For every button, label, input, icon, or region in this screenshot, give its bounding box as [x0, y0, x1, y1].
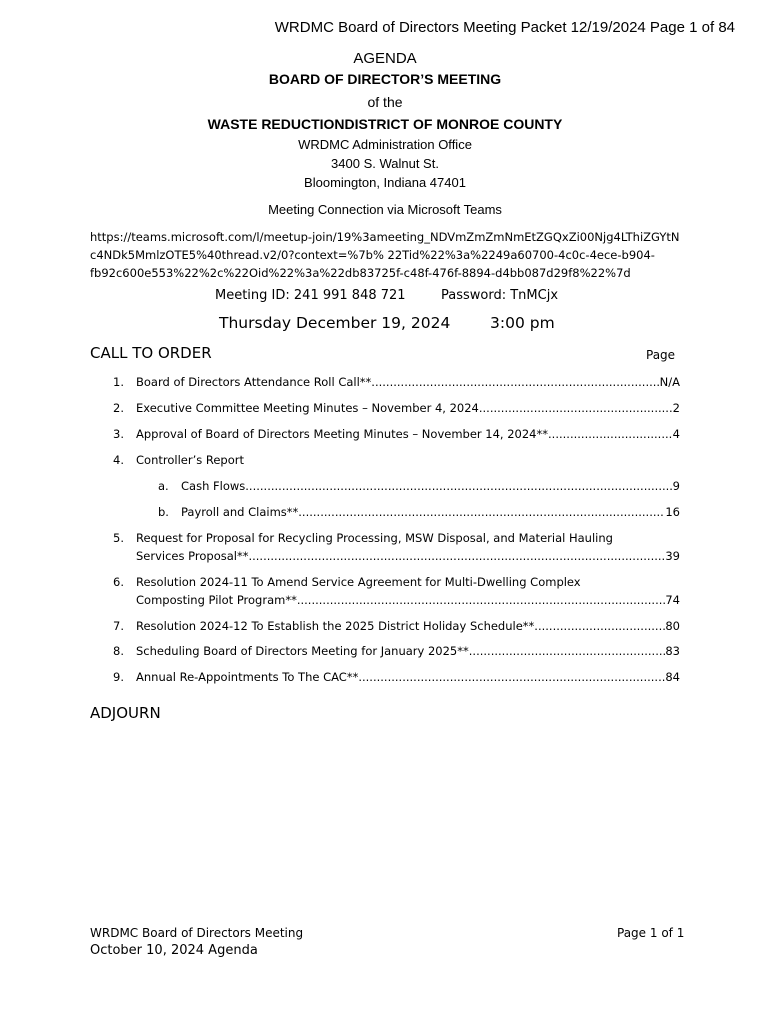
- item-number: 6.: [113, 575, 124, 589]
- item-text: Payroll and Claims**: [181, 505, 299, 519]
- item-number: 1.: [113, 375, 124, 389]
- teams-link-line-2[interactable]: c4NDk5MmlzOTE5%40thread.v2/0?context=%7b% 22Tid%22%3a%2249a60700-4c0c-4ece-b904-: [90, 248, 655, 262]
- page-column-label: Page: [646, 348, 676, 362]
- item-number: 5.: [113, 531, 124, 545]
- item-text: Resolution 2024-12 To Establish the 2025 District Holiday Schedule**: [136, 619, 535, 633]
- meeting-connection-label: Meeting Connection via Microsoft Teams: [268, 202, 502, 217]
- meeting-password: Password: TnMCjx: [441, 288, 559, 303]
- teams-link-line-3[interactable]: fb92c600e553%22%2c%22Oid%22%3a%22db83725f-c48f-476f-8894-d4bb087d29f8%22%7d: [90, 266, 631, 280]
- item-page: 39: [665, 549, 680, 563]
- item-number: a.: [158, 479, 169, 493]
- leader-dots: [479, 399, 673, 417]
- item-number: 3.: [113, 427, 124, 441]
- item-text: Resolution 2024-11 To Amend Service Agreement for Multi-Dwelling Complex: [136, 575, 581, 589]
- agenda-item-1: [113, 373, 680, 391]
- agenda-item-4: [113, 451, 680, 469]
- item-text: Approval of Board of Directors Meeting Minutes – November 14, 2024**: [136, 427, 549, 441]
- item-page: 16: [665, 505, 680, 519]
- item-number: b.: [158, 505, 169, 519]
- item-text: Annual Re-Appointments To The CAC**: [136, 670, 359, 684]
- item-number: 4.: [113, 453, 124, 467]
- leader-dots: [358, 668, 665, 686]
- leader-dots: [297, 591, 666, 609]
- item-page: 74: [665, 593, 680, 607]
- teams-link-line-1[interactable]: https://teams.microsoft.com/l/meetup-join/19%3ameeting_NDVmZmZmNmEtZGQxZi00Njg4LThiZGYtN: [90, 230, 680, 244]
- footer-page-number: Page 1 of 1: [617, 926, 685, 940]
- agenda-item-5: [113, 529, 680, 565]
- packet-header: WRDMC Board of Directors Meeting Packet 12/19/2024 Page 1 of 84: [274, 19, 735, 36]
- agenda-title: AGENDA: [353, 50, 417, 67]
- leader-dots: [245, 477, 672, 495]
- item-page: 2: [672, 401, 680, 415]
- item-text: Executive Committee Meeting Minutes – November 4, 2024: [136, 401, 479, 415]
- meeting-time: 3:00 pm: [490, 314, 555, 332]
- office-city: Bloomington, Indiana 47401: [304, 175, 466, 190]
- leader-dots: [548, 425, 673, 443]
- item-text: Controller’s Report: [136, 453, 244, 467]
- item-page: 4: [672, 427, 680, 441]
- item-number: 7.: [113, 619, 124, 633]
- item-text: Board of Directors Attendance Roll Call**: [136, 375, 372, 389]
- leader-dots: [248, 547, 665, 565]
- office-name: WRDMC Administration Office: [298, 137, 472, 152]
- item-text-continued: Composting Pilot Program**: [136, 593, 297, 607]
- agenda-item-2: [113, 399, 680, 417]
- call-to-order-heading: CALL TO ORDER: [90, 344, 212, 362]
- footer-agenda-date: October 10, 2024 Agenda: [90, 943, 258, 958]
- of-the-text: of the: [367, 94, 403, 110]
- item-text-continued: Services Proposal**: [136, 549, 249, 563]
- district-title: WASTE REDUCTIONDISTRICT OF MONROE COUNTY: [207, 116, 563, 132]
- item-page: 84: [665, 670, 680, 684]
- agenda-item-9: [113, 668, 680, 686]
- item-page: 80: [665, 619, 680, 633]
- leader-dots: [371, 373, 659, 391]
- leader-dots: [298, 503, 665, 521]
- leader-dots: [469, 642, 666, 660]
- meeting-id: Meeting ID: 241 991 848 721: [215, 288, 406, 303]
- item-text: Request for Proposal for Recycling Processing, MSW Disposal, and Material Hauling: [136, 531, 613, 545]
- agenda-subitem-b: [158, 503, 680, 521]
- agenda-item-3: [113, 425, 680, 443]
- item-number: 9.: [113, 670, 124, 684]
- agenda-subitem-a: [158, 477, 680, 495]
- item-page: 83: [665, 644, 680, 658]
- item-page: N/A: [659, 375, 680, 389]
- item-text: Cash Flows: [181, 479, 246, 493]
- office-street: 3400 S. Walnut St.: [331, 156, 439, 171]
- footer-meeting-name: WRDMC Board of Directors Meeting: [90, 926, 304, 940]
- item-number: 2.: [113, 401, 124, 415]
- agenda-item-8: [113, 642, 680, 660]
- item-page: 9: [672, 479, 680, 493]
- agenda-item-6: [113, 573, 680, 609]
- meeting-date: Thursday December 19, 2024: [219, 314, 451, 332]
- item-number: 8.: [113, 644, 124, 658]
- board-meeting-title: BOARD OF DIRECTOR’S MEETING: [268, 71, 502, 87]
- item-text: Scheduling Board of Directors Meeting for January 2025**: [136, 644, 469, 658]
- adjourn-heading: ADJOURN: [90, 704, 161, 722]
- leader-dots: [534, 617, 665, 635]
- agenda-item-7: [113, 617, 680, 635]
